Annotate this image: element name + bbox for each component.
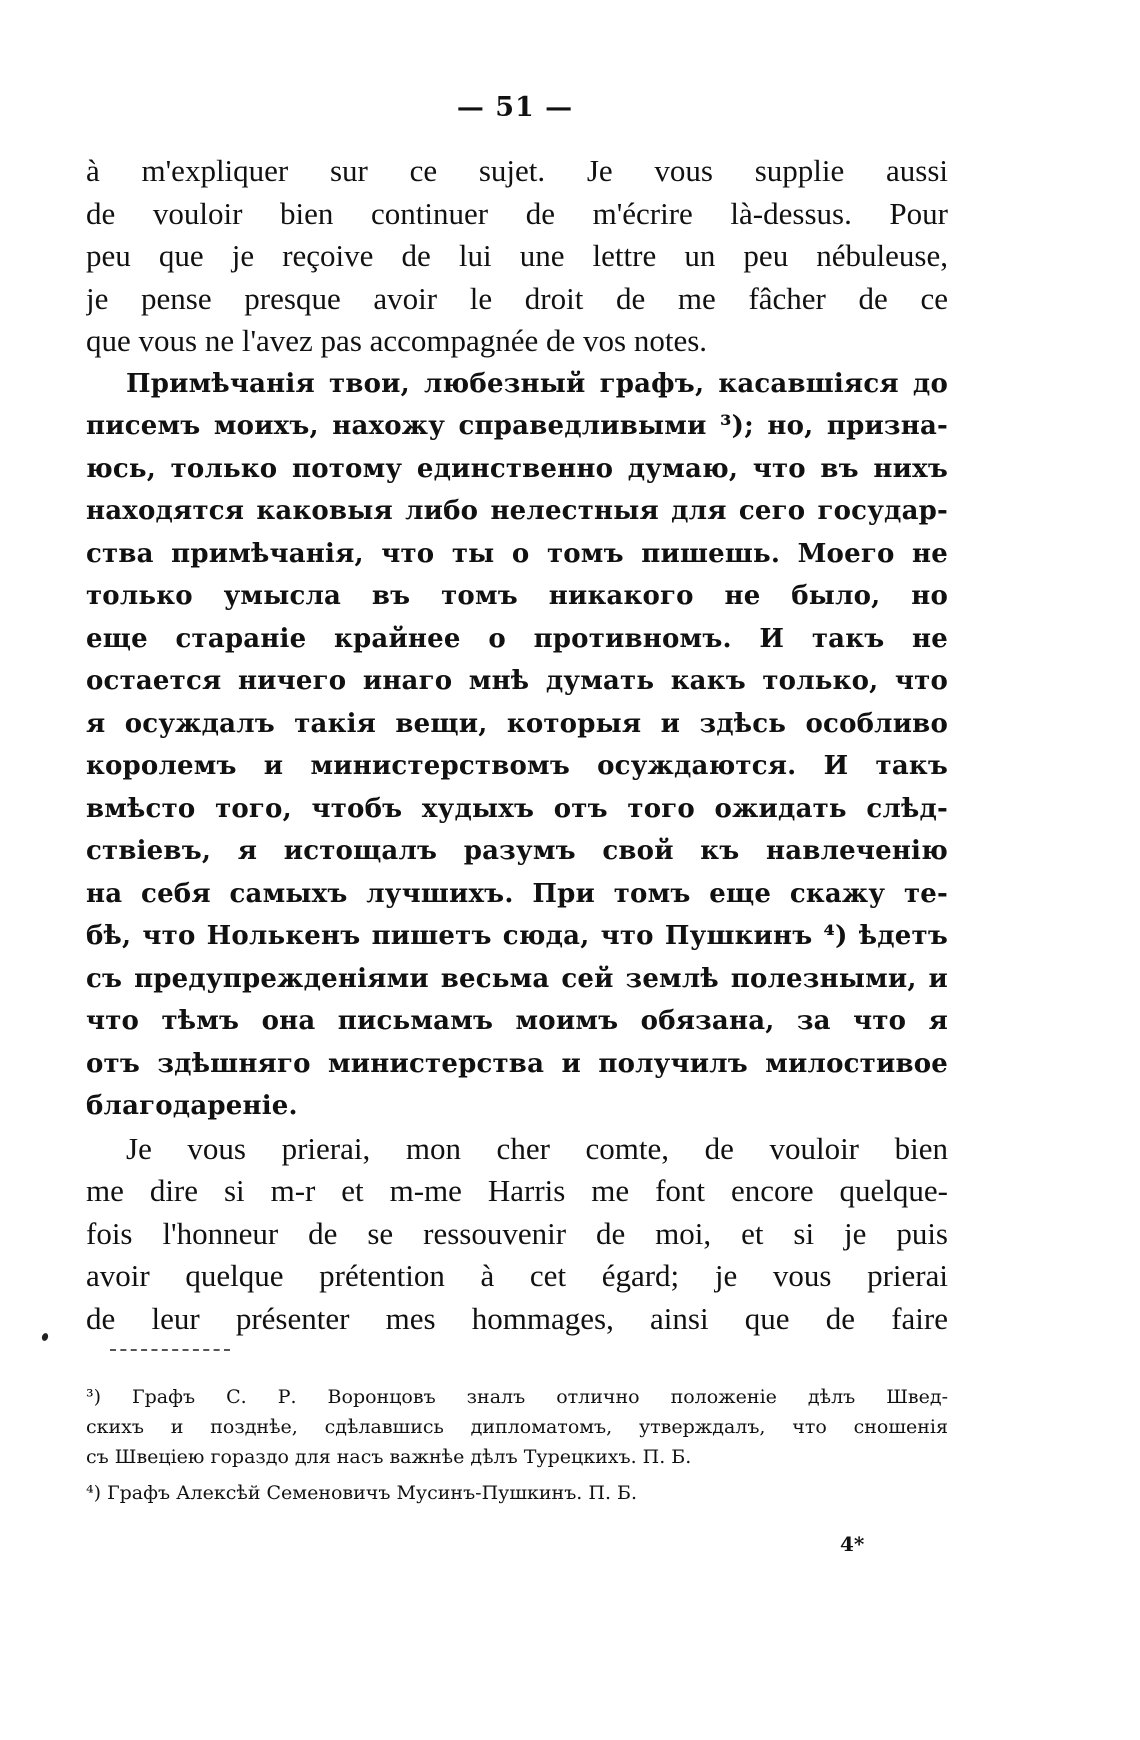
text-line: находятся каковыя либо нелестныя для сего государ- (86, 496, 948, 526)
text-line: de leur présenter mes hommages, ainsi que de faire (86, 1300, 948, 1336)
ink-speck (41, 1332, 49, 1342)
page-number: — 51 — (456, 92, 574, 123)
text-line: ства примѣчанія, что ты о томъ пишешь. Моего не (86, 538, 948, 569)
footnote-separator (110, 1349, 230, 1351)
text-line: me dire si m-r et m-me Harris me font encore quelque- (86, 1173, 948, 1208)
text-line: королемъ и министерствомъ осуждаются. И такъ (86, 751, 948, 781)
text-line: peu que je reçoive de lui une lettre un peu nébuleuse, (86, 238, 948, 273)
text-line: fois l'honneur de se ressouvenir de moi, et si je puis (86, 1215, 948, 1251)
text-line: je pense presque avoir le droit de me fâcher de ce (86, 280, 948, 316)
text-line: à m'expliquer sur ce sujet. Je vous supplie aussi (86, 153, 948, 188)
text-line: еще стараніе крайнее о противномъ. И такъ не (86, 623, 948, 654)
text-line: ствіевъ, я истощалъ разумъ свой къ навлеченію (86, 836, 948, 866)
text-line: que vous ne l'avez pas accompagnée de vos notes. (86, 323, 708, 358)
text-line: отъ здѣшняго министерства и получилъ милостивое (86, 1048, 948, 1079)
text-line: Примѣчанія твои, любезный графъ, касавшіяся до (126, 368, 948, 399)
footnote-line: ⁴) Графъ Алексѣй Семеновичъ Мусинъ-Пушкинъ. П. Б. (86, 1482, 638, 1504)
text-line: Je vous prierai, mon cher comte, de vouloir bien (126, 1130, 948, 1166)
text-line: юсь, только потому единственно думаю, что въ нихъ (86, 453, 948, 484)
text-line: de vouloir bien continuer de m'écrire là-dessus. Pour (86, 195, 948, 231)
text-line: остается ничего инаго мнѣ думать какъ только, что (86, 666, 948, 696)
text-line: на себя самыхъ лучшихъ. При томъ еще скажу те- (86, 878, 948, 909)
footnote-line: ³) Графъ С. Р. Воронцовъ зналъ отлично положеніе дѣлъ Швед- (86, 1386, 948, 1408)
text-line: благодареніе. (86, 1091, 298, 1121)
text-line: только умысла въ томъ никакого не было, но (86, 581, 948, 611)
text-line: что тѣмъ она письмамъ моимъ обязана, за что я (86, 1006, 948, 1036)
footnotes (86, 1382, 948, 1508)
footnote-line: скихъ и позднѣе, сдѣлавшись дипломатомъ, утверждалъ, что сношенія (86, 1416, 948, 1438)
text-line: я осуждалъ такія вещи, которыя и здѣсь особливо (86, 708, 948, 739)
text-line: бѣ, что Нолькенъ пишетъ сюда, что Пушкинъ ⁴) ѣдетъ (86, 921, 948, 951)
printer-signature-mark: 4* (840, 1532, 865, 1556)
main-text (86, 150, 948, 1340)
text-line: писемъ моихъ, нахожу справедливыми ³); но, призна- (86, 411, 948, 441)
text-line: вмѣсто того, чтобъ худыхъ отъ того ожидать слѣд- (86, 793, 948, 824)
text-line: avoir quelque prétention à cet égard; je vous prierai (86, 1258, 948, 1293)
footnote-line: съ Швеціею гораздо для насъ важнѣе дѣлъ Турецкихъ. П. Б. (86, 1446, 692, 1468)
text-line: съ предупрежденіями весьма сей землѣ полезными, и (86, 963, 948, 994)
